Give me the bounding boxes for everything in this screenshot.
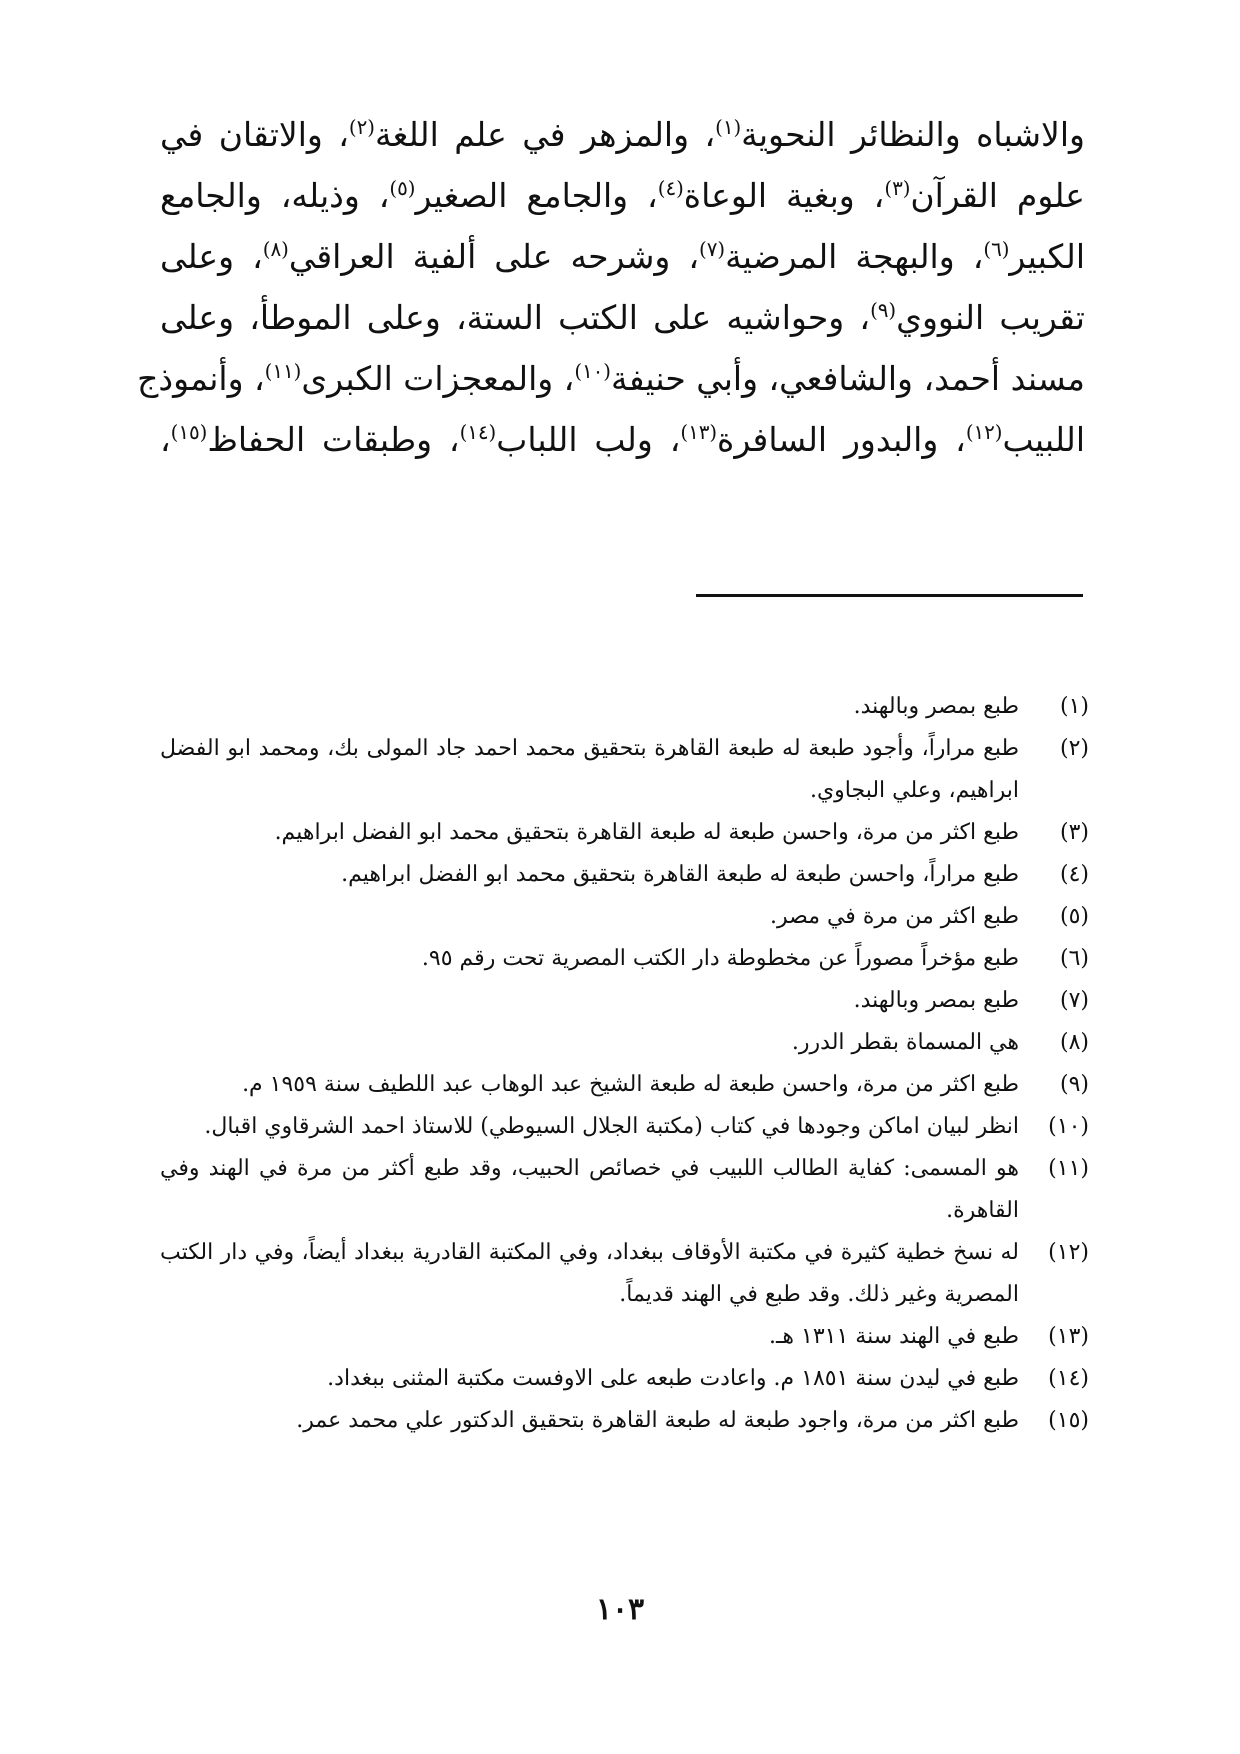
- footnote-reference: (٥): [389, 177, 416, 200]
- footnote-text: هي المسماة بقطر الدرر.: [791, 1030, 1019, 1055]
- footnote-reference: (١٠): [574, 360, 612, 383]
- footnote-number: (٧): [1059, 988, 1089, 1013]
- main-text-run: ، وحواشيه على الكتب الستة، وعلى الموطأ، وعلى: [160, 298, 871, 337]
- footnote-text: طبع بمصر وبالهند.: [853, 988, 1019, 1013]
- footnote: [160, 896, 1089, 938]
- main-text-run: الكبير: [1009, 237, 1085, 276]
- footnote-text: طبع مؤخراً مصوراً عن مخطوطة دار الكتب المصرية تحت رقم ٩٥.: [421, 946, 1019, 971]
- footnote-text: طبع في الهند سنة ١٣١١ هـ.: [768, 1324, 1019, 1349]
- main-line: [160, 226, 1085, 287]
- footnote: [160, 1400, 1089, 1442]
- footnote-text: طبع بمصر وبالهند.: [853, 694, 1019, 719]
- footnote-reference: (٣): [884, 177, 911, 200]
- footnote-number: (١١): [1048, 1156, 1089, 1181]
- footnote: [160, 1232, 1089, 1316]
- footnote: [160, 1022, 1089, 1064]
- main-line: [160, 104, 1085, 165]
- footnote-number: (٥): [1059, 904, 1089, 929]
- footnote: [160, 1106, 1089, 1148]
- footnote-reference: (٩): [870, 299, 897, 322]
- footnote-number: (١٠): [1048, 1114, 1089, 1139]
- main-text-run: ، وشرحه على ألفية العراقي: [288, 237, 700, 276]
- footnote: [160, 1316, 1089, 1358]
- footnote-number: (١٢): [1048, 1240, 1089, 1265]
- main-text-run: اللبيب: [1002, 420, 1085, 459]
- footnote: [160, 812, 1089, 854]
- footnote-text: طبع اكثر من مرة، واجود طبعة له طبعة القاهرة بتحقيق الدكتور علي محمد عمر.: [296, 1408, 1019, 1433]
- footnote-number: (١٤): [1048, 1366, 1089, 1391]
- footnote-number: (٦): [1059, 946, 1089, 971]
- main-text-run: ، والبهجة المرضية: [725, 237, 984, 276]
- footnote-text: انظر لبيان اماكن وجودها في كتاب (مكتبة الجلال السيوطي) للاستاذ احمد الشرقاوي اقبال.: [204, 1114, 1019, 1139]
- footnote-number: (١): [1059, 694, 1089, 719]
- main-text-run: ، وبغية الوعاة: [683, 176, 885, 215]
- footnote: [160, 980, 1089, 1022]
- footnote-text: طبع اكثر من مرة في مصر.: [769, 904, 1019, 929]
- footnote-number: (٢): [1059, 736, 1089, 761]
- main-text-run: ، والجامع الصغير: [415, 176, 658, 215]
- footnote-reference: (١٣): [680, 421, 718, 444]
- footnote-text: طبع مراراً، واحسن طبعة له طبعة القاهرة بتحقيق محمد ابو الفضل ابراهيم.: [341, 862, 1019, 887]
- footnote-reference: (٦): [983, 238, 1010, 261]
- footnote: [160, 1358, 1089, 1400]
- footnotes-list: [160, 686, 1089, 1442]
- main-text-run: ، والمزهر في علم اللغة: [374, 115, 716, 154]
- main-text-run: تقريب النووي: [896, 298, 1085, 337]
- footnote-reference: (١٥): [170, 421, 208, 444]
- footnote-text: طبع اكثر من مرة، واحسن طبعة له طبعة الشيخ عبد الوهاب عبد اللطيف سنة ١٩٥٩ م.: [242, 1072, 1019, 1097]
- footnote: [160, 728, 1089, 812]
- footnote-separator: [696, 594, 1083, 597]
- main-text-run: علوم القرآن: [910, 176, 1085, 215]
- footnote-reference: (١): [715, 116, 742, 139]
- footnote-reference: (٢): [348, 116, 375, 139]
- footnote-reference: (١٢): [965, 421, 1003, 444]
- page-number: ١٠٣: [595, 1592, 645, 1627]
- footnote: [160, 1148, 1089, 1232]
- main-text-run: ، وعلى: [160, 237, 263, 276]
- main-text-run: ،: [160, 420, 171, 459]
- footnote: [160, 686, 1089, 728]
- footnote-reference: (١١): [264, 360, 302, 383]
- main-line: [160, 287, 1085, 348]
- main-paragraph: [137, 104, 1085, 470]
- footnote: [160, 854, 1089, 896]
- footnote-text: طبع في ليدن سنة ١٨٥١ م. واعادت طبعه على الاوفست مكتبة المثنى ببغداد.: [327, 1366, 1019, 1391]
- main-line: [137, 348, 1085, 409]
- main-text-run: والاشباه والنظائر النحوية: [741, 115, 1085, 154]
- footnote: [160, 1064, 1089, 1106]
- main-text-run: ، وذيله، والجامع: [160, 176, 390, 215]
- main-text-run: ، والمعجزات الكبرى: [301, 359, 575, 398]
- main-text-run: مسند أحمد، والشافعي، وأبي حنيفة: [611, 359, 1085, 398]
- footnote-number: (٤): [1059, 862, 1089, 887]
- footnote-number: (٩): [1059, 1072, 1089, 1097]
- footnote-number: (٨): [1059, 1030, 1089, 1055]
- footnote-reference: (٨): [262, 238, 289, 261]
- main-line: [160, 165, 1085, 226]
- footnote-text: هو المسمى: كفاية الطالب اللبيب في خصائص الحبيب، وقد طبع أكثر من مرة في الهند وفي القاهرة.: [160, 1156, 1019, 1223]
- footnote-text: طبع مراراً، وأجود طبعة له طبعة القاهرة بتحقيق محمد احمد جاد المولى بك، ومحمد ابو الفضل ابراهيم، وعلي البجاوي.: [160, 736, 1019, 803]
- footnote-reference: (١٤): [459, 421, 497, 444]
- main-line: [160, 409, 1085, 470]
- main-text-run: ، والبدور السافرة: [717, 420, 966, 459]
- main-text-run: ، وطبقات الحفاظ: [207, 420, 460, 459]
- footnote-text: طبع اكثر من مرة، واحسن طبعة له طبعة القاهرة بتحقيق محمد ابو الفضل ابراهيم.: [274, 820, 1019, 845]
- footnote-number: (١٣): [1048, 1324, 1089, 1349]
- footnote-text: له نسخ خطية كثيرة في مكتبة الأوقاف ببغداد، وفي المكتبة القادرية ببغداد أيضاً، وفي دار الكتب المصرية وغير ذلك. وقد طبع في الهند قديماً.: [160, 1240, 1019, 1307]
- footnote: [160, 938, 1089, 980]
- footnote-number: (٣): [1059, 820, 1089, 845]
- main-text-run: ، والاتقان في: [160, 115, 349, 154]
- footnote-reference: (٤): [657, 177, 684, 200]
- main-text-run: ، ولب اللباب: [496, 420, 681, 459]
- footnote-reference: (٧): [699, 238, 726, 261]
- main-text-run: ، وأنموذج: [137, 359, 265, 398]
- footnote-number: (١٥): [1048, 1408, 1089, 1433]
